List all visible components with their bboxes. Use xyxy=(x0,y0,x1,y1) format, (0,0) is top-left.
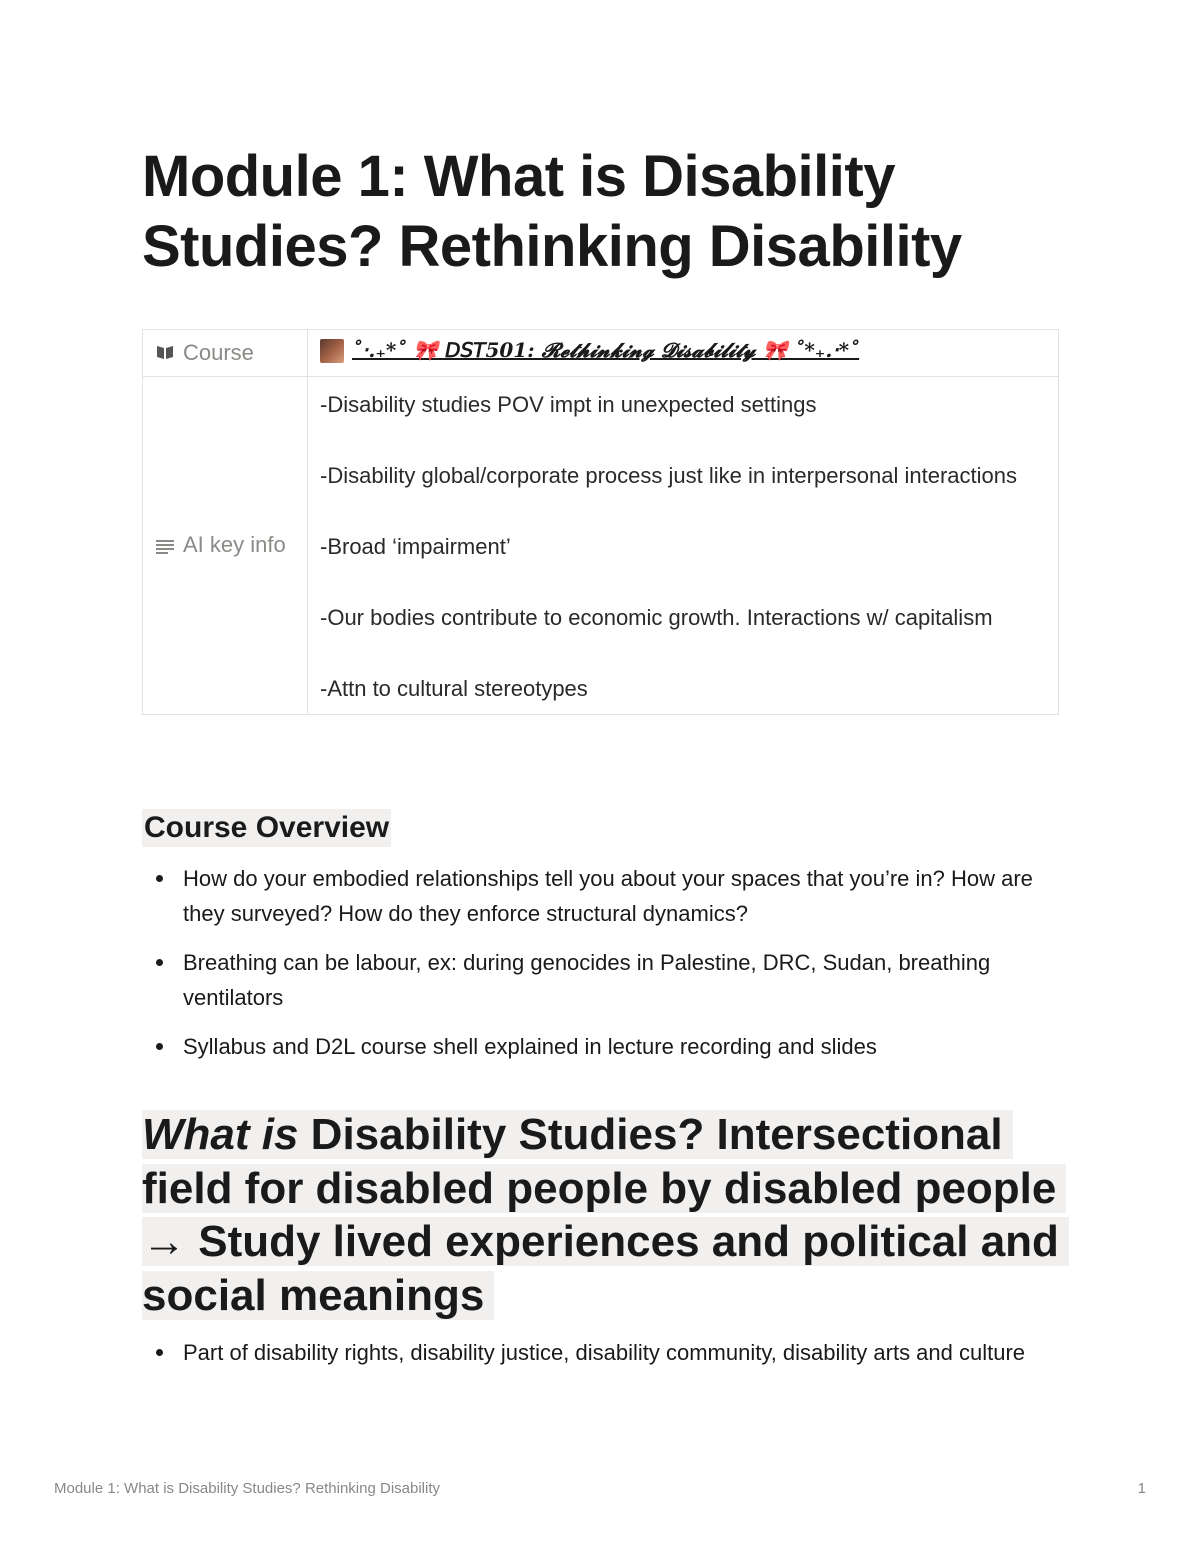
ai-point: -Disability studies POV impt in unexpected settings xyxy=(320,392,817,417)
ai-point: -Broad ‘impairment’ xyxy=(320,534,511,559)
section-heading-text: Disability Studies? Intersectional field for disabled people by disabled people → Study lived experiences and political and social meanings xyxy=(142,1110,1059,1320)
ai-point: -Disability global/corporate process just like in interpersonal interactions xyxy=(320,463,1017,488)
book-icon xyxy=(155,336,175,371)
footer-title: Module 1: What is Disability Studies? Rethinking Disability xyxy=(54,1480,441,1497)
course-overview-heading: Course Overview xyxy=(142,809,391,847)
course-link[interactable] xyxy=(320,333,859,368)
properties-table xyxy=(142,329,1059,715)
text-lines-icon xyxy=(155,529,175,564)
ai-point: -Attn to cultural stereotypes xyxy=(320,676,588,701)
course-thumbnail xyxy=(320,339,344,363)
footer-page-number: 1 xyxy=(1137,1480,1146,1497)
section-heading-italic: What is xyxy=(142,1110,299,1159)
course-property-row xyxy=(143,330,1059,377)
course-label: Course xyxy=(183,339,254,365)
list-item: Syllabus and D2L course shell explained in lecture recording and slides xyxy=(142,1029,1062,1064)
page-title: Module 1: What is Disability Studies? Rethinking Disability xyxy=(142,144,962,279)
course-link-text[interactable]: ˚‧.₊*˚ 🎀 𝘋𝘚𝘛501: 𝓡𝓮𝓽𝓱𝓲𝓷𝓴𝓲𝓷𝓰 𝓓𝓲𝓼𝓪𝓫𝓲𝓵𝓲𝓽𝔂 🎀 ˚*₊.‧*˚ xyxy=(352,338,860,363)
course-overview-list xyxy=(142,861,1062,1078)
course-property-value[interactable] xyxy=(308,330,1059,377)
ai-key-info-value[interactable] xyxy=(308,377,1059,715)
course-property-key xyxy=(143,330,308,377)
section-list xyxy=(142,1335,1062,1384)
ai-key-info-key xyxy=(143,377,308,715)
list-item: How do your embodied relationships tell you about your spaces that you’re in? How are they surveyed? How do they enforce structural dynamics? xyxy=(142,861,1062,931)
ai-key-info-row xyxy=(143,377,1059,715)
list-item: Part of disability rights, disability justice, disability community, disability arts and culture xyxy=(142,1335,1062,1370)
ai-key-info-label: AI key info xyxy=(183,532,286,558)
ai-point: -Our bodies contribute to economic growth. Interactions w/ capitalism xyxy=(320,605,993,630)
list-item: Breathing can be labour, ex: during genocides in Palestine, DRC, Sudan, breathing ventilators xyxy=(142,945,1062,1015)
section-heading xyxy=(142,1108,1072,1322)
